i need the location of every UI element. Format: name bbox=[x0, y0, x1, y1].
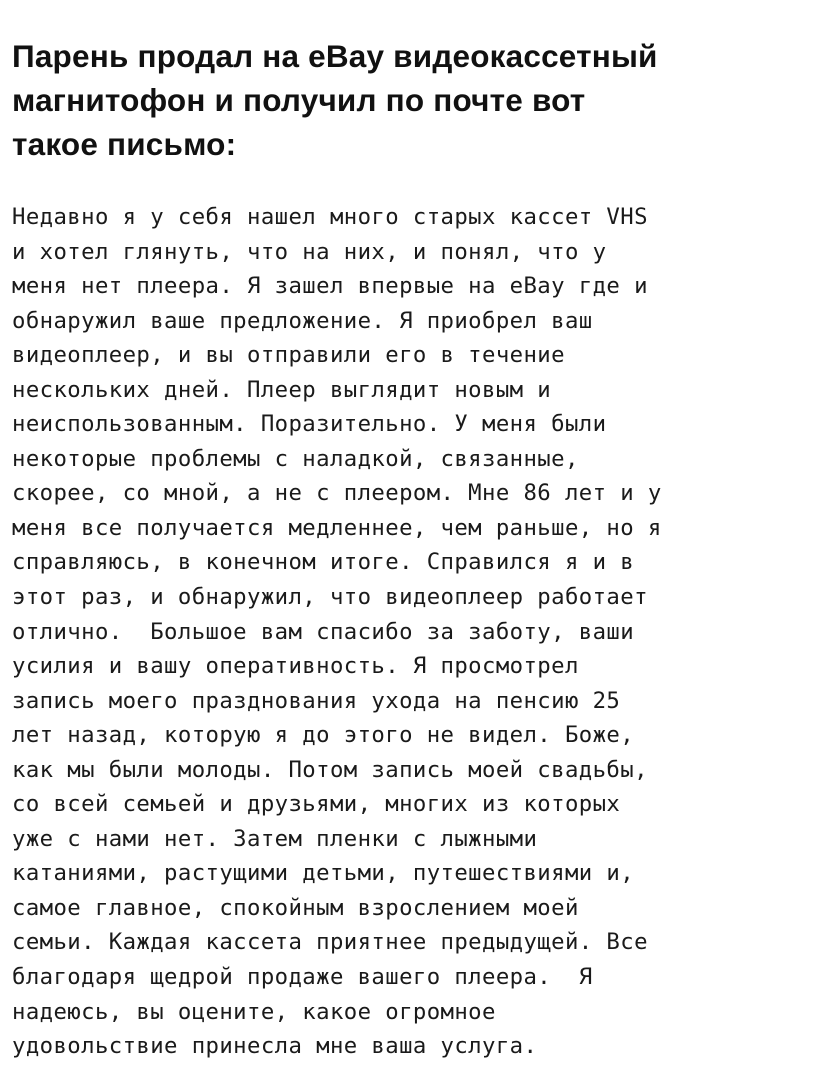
letter-line: меня все получается медленнее, чем раньше, но я bbox=[12, 514, 662, 541]
letter-line: катаниями, растущими детьми, путешествиями и, bbox=[12, 860, 635, 887]
letter-line: некоторые проблемы с наладкой, связанные, bbox=[12, 445, 579, 472]
letter-line: уже с нами нет. Затем пленки с лыжными bbox=[12, 825, 538, 852]
letter-line: запись моего празднования ухода на пенсию 25 bbox=[12, 687, 621, 714]
letter-line: самое главное, спокойным взрослением моей bbox=[12, 894, 579, 921]
letter-line: со всей семьей и друзьями, многих из которых bbox=[12, 791, 621, 818]
letter-line: семьи. Каждая кассета приятнее предыдущей. Все bbox=[12, 929, 648, 956]
letter-line: удовольствие принесла мне ваша услуга. bbox=[12, 1033, 538, 1060]
letter-line: обнаружил ваше предложение. Я приобрел ваш bbox=[12, 307, 593, 334]
letter-line: видеоплеер, и вы отправили его в течение bbox=[12, 342, 565, 369]
letter-line: как мы были молоды. Потом запись моей свадьбы, bbox=[12, 756, 648, 783]
letter-line: усилия и вашу оперативность. Я просмотрел bbox=[12, 653, 579, 680]
headline-line: Парень продал на eBay видеокассетный bbox=[12, 38, 658, 74]
letter-line: этот раз, и обнаружил, что видеоплеер работает bbox=[12, 584, 648, 611]
letter-line: надеюсь, вы оцените, какое огромное bbox=[12, 998, 496, 1025]
letter-line: отлично. Большое вам спасибо за заботу, ваши bbox=[12, 618, 635, 645]
letter-line: скорее, со мной, а не с плеером. Мне 86 лет и у bbox=[12, 480, 662, 507]
headline-line: магнитофон и получил по почте вот bbox=[12, 82, 586, 118]
letter-line: справляюсь, в конечном итоге. Справился я и в bbox=[12, 549, 635, 576]
letter-line: меня нет плеера. Я зашел впервые на eBay где и bbox=[12, 273, 648, 300]
letter-line: неиспользованным. Поразительно. У меня были bbox=[12, 411, 607, 438]
letter-line: лет назад, которую я до этого не видел. Боже, bbox=[12, 722, 635, 749]
letter-text bbox=[12, 200, 807, 1064]
letter-line: Недавно я у себя нашел много старых кассет VHS bbox=[12, 204, 648, 230]
letter-line: и хотел глянуть, что на них, и понял, что у bbox=[12, 238, 607, 265]
headline bbox=[12, 34, 807, 166]
letter-line: благодаря щедрой продаже вашего плеера. Я bbox=[12, 964, 593, 991]
letter-line: нескольких дней. Плеер выглядит новым и bbox=[12, 376, 552, 403]
headline-line: такое письмо: bbox=[12, 126, 237, 162]
